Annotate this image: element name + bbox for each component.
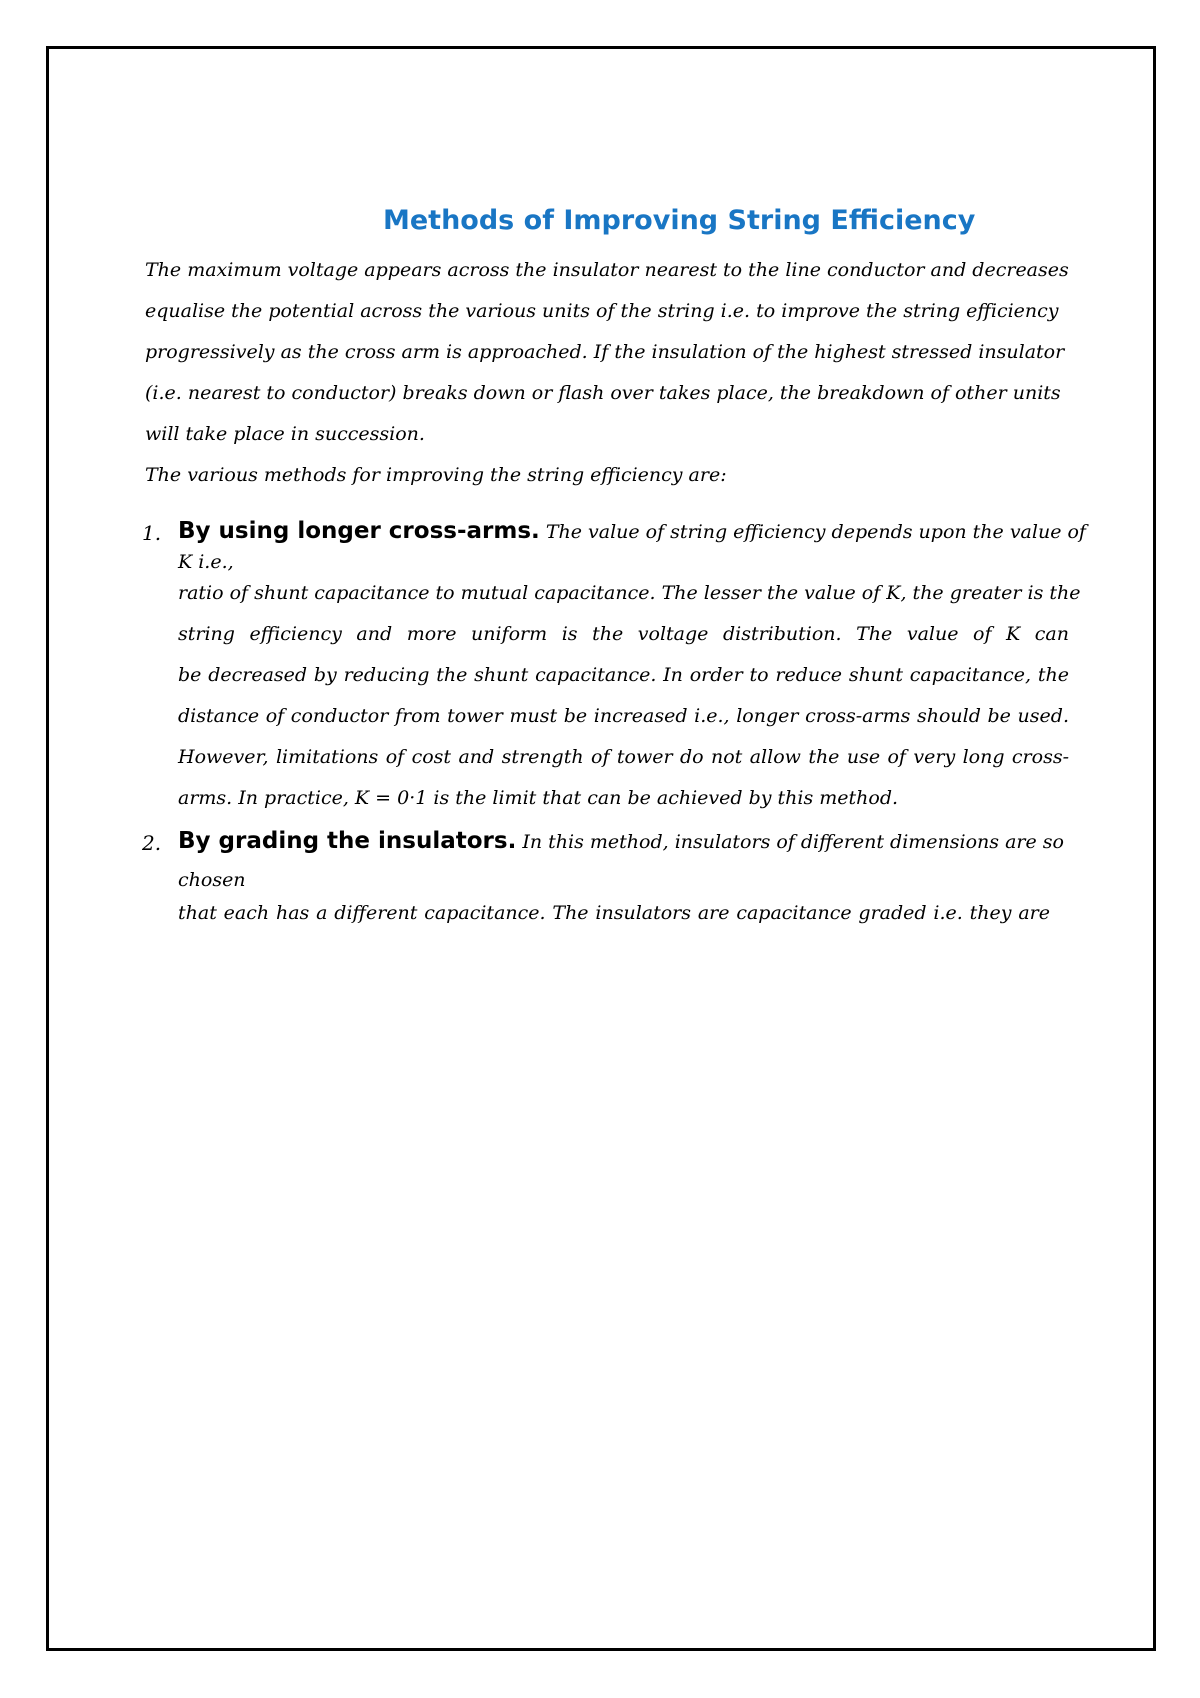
method-line: K i.e.,: [178, 551, 234, 573]
method-heading: By using longer cross-arms.: [178, 518, 540, 544]
method-line: arms. In practice, K = 0·1 is the limit that can be achieved by this method.: [178, 787, 899, 809]
method-line: be decreased by reducing the shunt capacitance. In order to reduce shunt capacitance, the: [178, 664, 1069, 686]
intro-line: will take place in succession.: [145, 423, 425, 445]
method-line: distance of conductor from tower must be increased i.e., longer cross-arms should be used.: [178, 705, 1069, 727]
list-number: 2.: [142, 831, 162, 855]
method-heading: By grading the insulators.: [178, 828, 517, 854]
method-line: string efficiency and more uniform is the voltage distribution. The value of K can: [178, 623, 1069, 645]
method-item-first-line: [178, 518, 1086, 545]
method-line: chosen: [178, 869, 246, 891]
method-line: that each has a different capacitance. The insulators are capacitance graded i.e. they are: [178, 902, 1050, 924]
method-line: ratio of shunt capacitance to mutual capacitance. The lesser the value of K, the greater is the: [178, 582, 1081, 604]
method-lead-text: The value of string efficiency depends upon the value of: [545, 521, 1086, 543]
intro-line: equalise the potential across the various units of the string i.e. to improve the string efficiency: [145, 300, 1059, 322]
intro-line: The maximum voltage appears across the insulator nearest to the line conductor and decreases: [145, 259, 1069, 281]
intro-line: progressively as the cross arm is approached. If the insulation of the highest stressed insulator: [145, 341, 1065, 363]
method-line: However, limitations of cost and strength of tower do not allow the use of very long cross-: [178, 746, 1069, 768]
list-number: 1.: [142, 521, 162, 545]
method-item-first-line: [178, 828, 1064, 855]
intro-line: (i.e. nearest to conductor) breaks down or flash over takes place, the breakdown of other units: [145, 382, 1061, 404]
page-title: Methods of Improving String Efficiency: [383, 205, 976, 236]
intro-line: The various methods for improving the string efficiency are:: [145, 464, 727, 486]
method-lead-text: In this method, insulators of different dimensions are so: [522, 831, 1064, 853]
